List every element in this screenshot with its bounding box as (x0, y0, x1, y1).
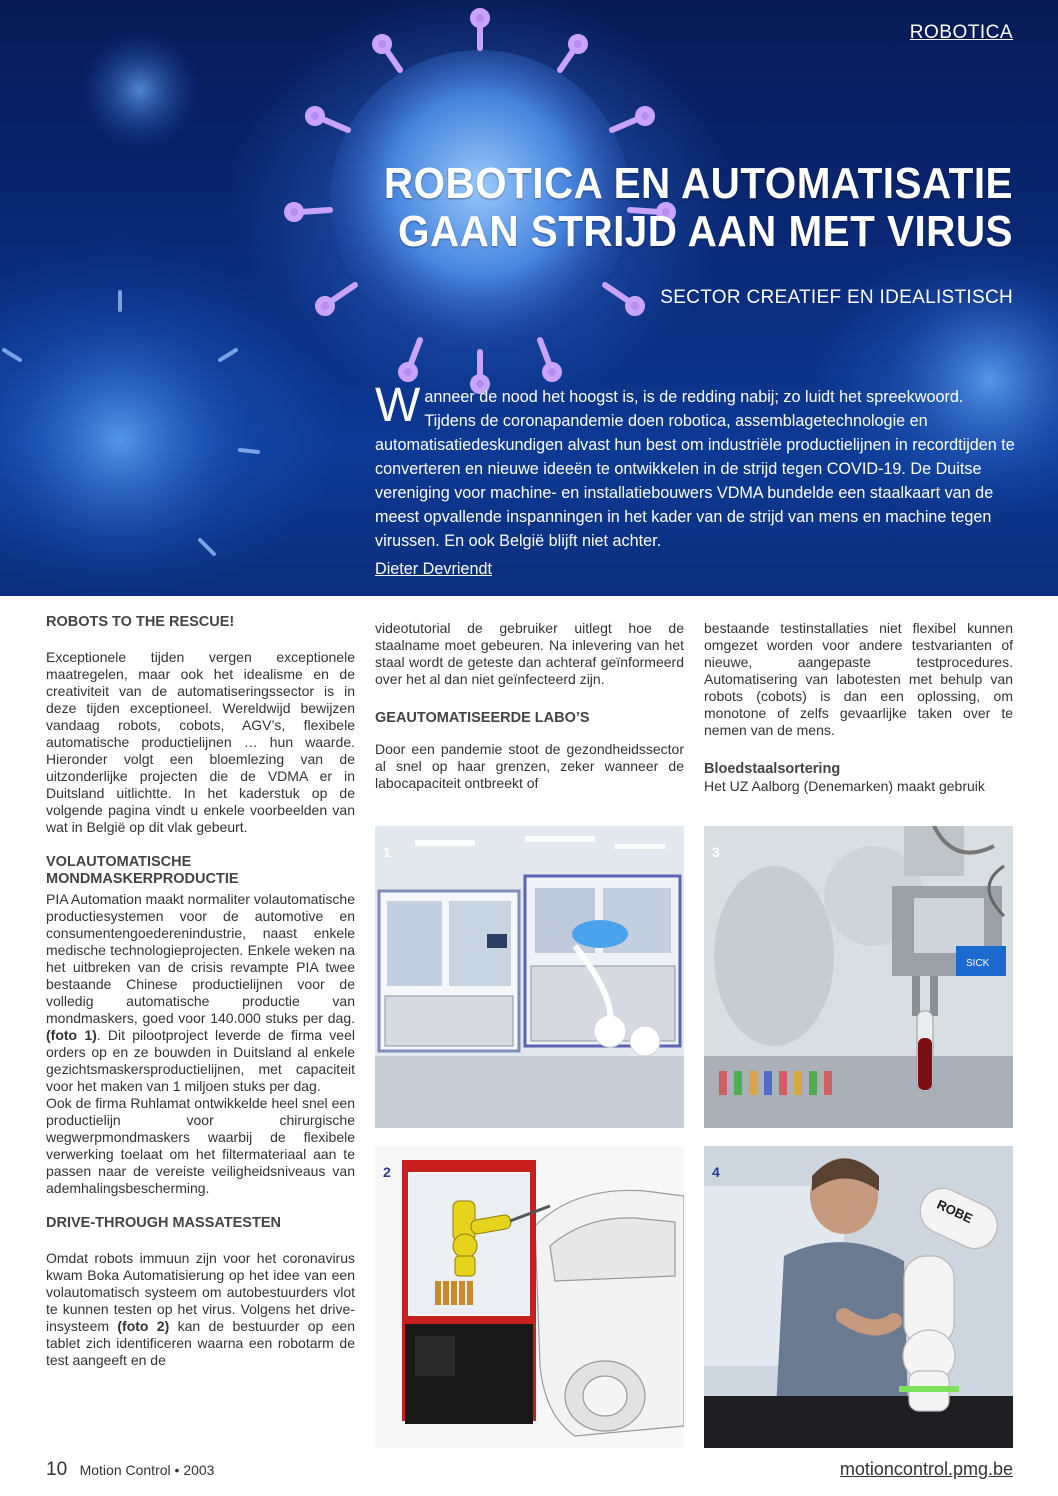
paragraph: videotutorial de gebruiker uitlegt hoe de staalname moet gebeuren. Na inlevering van het staal wordt de geteste dan achteraf geïnformeerd over het al dan niet geïnfecteerd zijn. (375, 620, 684, 687)
robot-brand-label: ROBE (934, 1196, 975, 1227)
paragraph (46, 1250, 355, 1369)
drive-through-illustration (375, 1146, 684, 1448)
article-title (351, 160, 1013, 256)
paragraph-text: Omdat robots immuun zijn voor het coronavirus kwam Boka Automatisierung op het idee van een volautomatisch systeem om autobestuurders vlot te kunnen testen op het virus. Volgens het drive-insysteem (46, 1250, 355, 1334)
cobot-illustration (704, 1146, 1013, 1448)
paragraph (46, 891, 355, 1095)
production-line-illustration (375, 826, 684, 1128)
photo-mask-production-line (375, 826, 684, 1128)
column-1 (46, 614, 355, 1369)
photo-reference: (foto 1) (46, 1027, 97, 1043)
magazine-name: Motion Control • 2003 (79, 1462, 215, 1478)
paragraph: Exceptionele tijden vergen exceptionele maatregelen, maar ook het idealisme en de creativiteit van de automatiseringssector is in deze tijden exceptioneel. Wereldwijd bewijzen vandaag robots, cobots, AGV’s, flexibele automatische productielijnen … hun waarde. Hieronder volgt een bloemlezing van de uitzonderlijke projecten die de VDMA er in Duitsland uitlichtte. In het kaderstuk op de volgende pagina vindt u enkele voorbeelden van wat in België op dit vlak gebeurt. (46, 649, 355, 835)
paragraph: Door een pandemie stoot de gezondheidssector al snel op haar grenzen, zeker wanneer de labocapaciteit ontbreekt of (375, 741, 684, 791)
author-byline[interactable]: Dieter Devriendt (375, 560, 492, 578)
photo-blood-sample-robot (704, 826, 1013, 1128)
intro-paragraph (375, 379, 1015, 553)
paragraph: Ook de firma Ruhlamat ontwikkelde heel snel een productielijn voor chirurgische wegwerpmondmaskers waarbij de flexibele verwerking toelaat om het filtermateriaal aan te passen naar de vereiste veiligheidsniveaus van ademhalingsbescherming. (46, 1095, 355, 1196)
photo-drive-through-robot (375, 1146, 684, 1448)
hero-banner (0, 0, 1058, 596)
photo-number: 2 (383, 1164, 391, 1180)
heading-drive-through: DRIVE-THROUGH MASSATESTEN (46, 1215, 281, 1231)
page-footer-left (46, 1459, 214, 1481)
paragraph: Het UZ Aalborg (Denemarken) maakt gebruik (704, 778, 985, 794)
column-2 (375, 620, 684, 792)
photo-number: 1 (383, 844, 391, 860)
section-tag[interactable]: ROBOTICA (909, 22, 1013, 43)
article-subtitle: SECTOR CREATIEF EN IDEALISTISCH (660, 287, 1013, 308)
paragraph: bestaande testinstallaties niet flexibel kunnen omgezet worden voor andere testvarianten of nieuwe, aangepaste testprocedures. Automatisering van labotesten met behulp van robots (cobots) is dan een oplossing, om monotone of zelfs gevaarlijke taken over te nemen van de mens. (704, 620, 1013, 738)
heading-bloedstaal: Bloedstaalsortering (704, 761, 841, 777)
title-line-2: GAAN STRIJD AAN MET VIRUS (398, 207, 1013, 256)
heading-robots-rescue: ROBOTS TO THE RESCUE! (46, 614, 235, 630)
paragraph-text: kan de bestuurder op een tablet zich identificeren waarna een robotarm de test aangeeft en de (46, 1318, 355, 1368)
paragraph-text: PIA Automation maakt normaliter volautomatische productiesystemen voor de automotive en consumentengoederenindustrie, naast enkele medische technologieprojecten. Enkele weken na het uitbreken van de crisis revampte PIA twee bestaande Chinese productielijnen voor de volledig automatische productie van mondmaskers, goed voor 140.000 stuks per dag. (46, 891, 355, 1026)
photo-lab-cobot (704, 1146, 1013, 1448)
heading-labos: GEAUTOMATISEERDE LABO’S (375, 710, 590, 726)
website-link[interactable]: motioncontrol.pmg.be (839, 1459, 1013, 1479)
intro-text: anneer de nood het hoogst is, is de redding nabij; zo luidt het spreekwoord. Tijdens de coronapandemie doen robotica, assemblagetechnologie en automatisatiedeskundigen alvast hun best om industriële productielijnen in recordtijden te converteren en nieuwe ideeën te ontwikkelen in de strijd tegen COVID-19. De Duitse vereniging voor machine- en installatiebouwers VDMA bundelde een staalkaart van de meest opvallende inspanningen in het kader van de strijd van mens en machine tegen virussen. En ook België blijft niet achter. (375, 388, 1015, 550)
heading-mondmasker: VOLAUTOMATISCHE MONDMASKERPRODUCTIE (46, 854, 239, 887)
photo-reference: (foto 2) (117, 1318, 170, 1334)
photo-number: 4 (712, 1164, 720, 1180)
page-number: 10 (46, 1459, 68, 1480)
column-3 (704, 620, 1013, 795)
blood-robot-illustration (704, 826, 1013, 1128)
title-line-1: ROBOTICA EN AUTOMATISATIE (383, 159, 1013, 208)
paragraph-text: . Dit pilootproject leverde de firma veel orders op en ze bouwden in Duitsland al enkele gezichtsmaskersproductielijnen, met capaciteit voor het maken van 1 miljoen stuks per dag. (46, 1027, 355, 1094)
photo-number: 3 (712, 844, 720, 860)
sick-logo: SICK (966, 958, 990, 969)
drop-cap: W (375, 379, 421, 432)
